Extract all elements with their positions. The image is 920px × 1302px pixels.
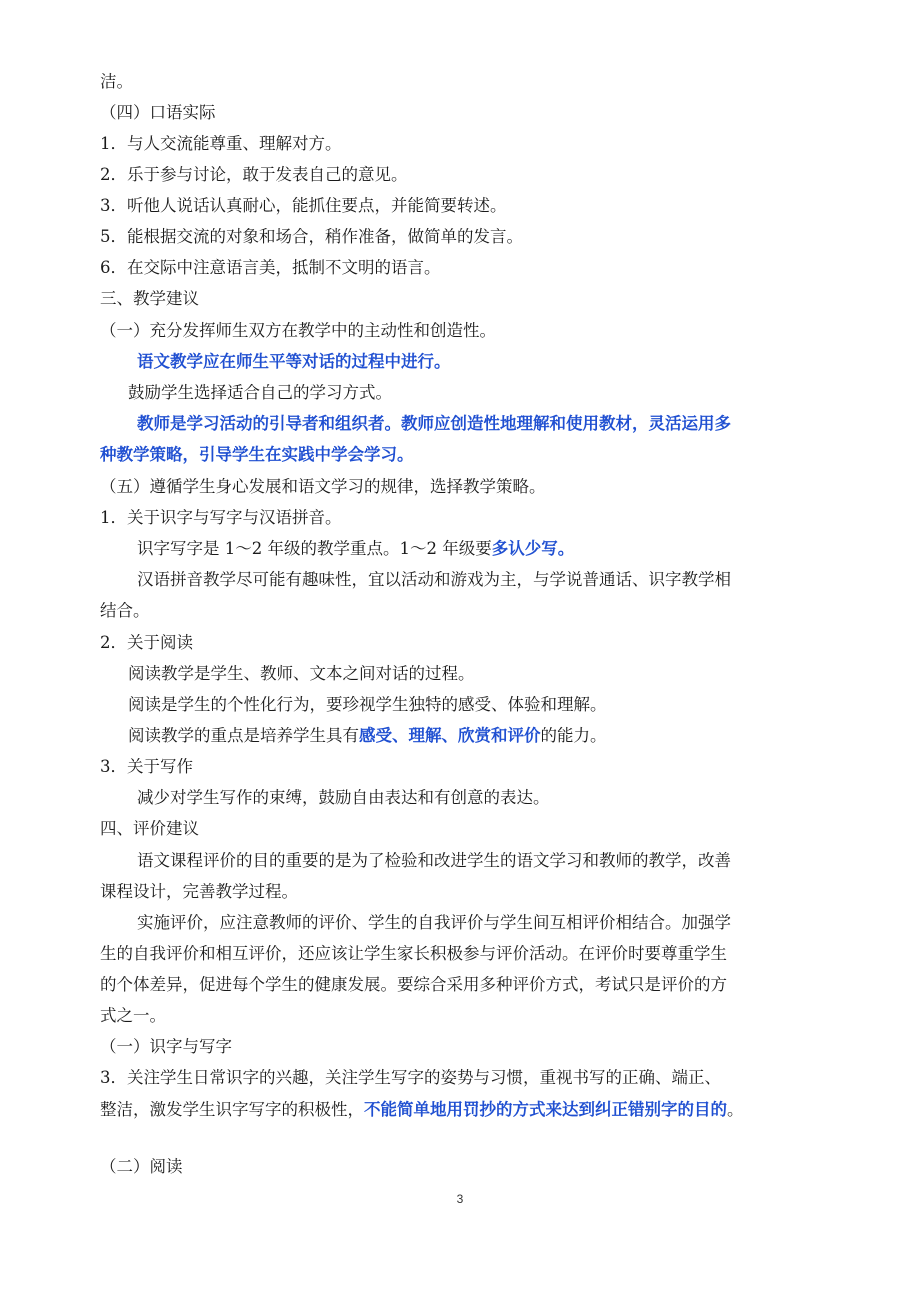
list-item: 2．关于阅读 xyxy=(100,633,193,652)
text-line: 汉语拼音教学尽可能有趣味性，宜以活动和游戏为主，与学说普通话、识字教学相 xyxy=(137,570,731,589)
text-line: 减少对学生写作的束缚，鼓励自由表达和有创意的表达。 xyxy=(137,788,550,807)
text-line: 洁。 xyxy=(100,72,133,91)
chapter-heading: 三、教学建议 xyxy=(100,289,199,308)
list-item: 1．与人交流能尊重、理解对方。 xyxy=(100,134,342,153)
list-item: 3．关注学生日常识字的兴趣，关注学生写字的姿势与习惯，重视书写的正确、端正、 xyxy=(100,1068,721,1087)
list-item: 6．在交际中注意语言美，抵制不文明的语言。 xyxy=(100,258,441,277)
text-line: 实施评价，应注意教师的评价、学生的自我评价与学生间互相评价相结合。加强学 xyxy=(137,913,731,932)
text-line: 阅读教学是学生、教师、文本之间对话的过程。 xyxy=(128,664,475,683)
text-line: 鼓励学生选择适合自己的学习方式。 xyxy=(128,383,392,402)
text-line: 的个体差异，促进每个学生的健康发展。要综合采用多种评价方式，考试只是评价的方 xyxy=(100,975,727,994)
text-line: 式之一。 xyxy=(100,1006,166,1025)
highlight-span: 不能简单地用罚抄的方式来达到纠正错别字的目的 xyxy=(364,1100,727,1119)
highlight-span: 多认少写。 xyxy=(491,539,575,558)
text-line: 结合。 xyxy=(100,601,150,620)
text-line: 课程设计，完善教学过程。 xyxy=(100,882,298,901)
page-number: 3 xyxy=(456,1192,464,1206)
highlight-span: 感受、理解、欣赏和评价 xyxy=(359,726,541,745)
text-line xyxy=(100,1099,820,1121)
list-item: 1．关于识字与写字与汉语拼音。 xyxy=(100,508,342,527)
section-heading: （五）遵循学生身心发展和语文学习的规律，选择教学策略。 xyxy=(100,477,546,496)
text-span: 。 xyxy=(727,1100,744,1119)
highlight-line: 教师是学习活动的引导者和组织者。教师应创造性地理解和使用教材，灵活运用多 xyxy=(137,414,731,433)
text-span: 阅读教学的重点是培养学生具有 xyxy=(128,726,359,745)
list-item: 3．听他人说话认真耐心，能抓住要点，并能简要转述。 xyxy=(100,196,507,215)
highlight-line: 语文教学应在师生平等对话的过程中进行。 xyxy=(137,352,451,371)
text-line: 语文课程评价的目的重要的是为了检验和改进学生的语文学习和教师的教学，改善 xyxy=(137,851,731,870)
section-heading: （一）充分发挥师生双方在教学中的主动性和创造性。 xyxy=(100,321,496,340)
text-line xyxy=(128,725,848,747)
list-item: 3．关于写作 xyxy=(100,757,193,776)
text-line xyxy=(137,538,857,560)
section-heading: （一）识字与写字 xyxy=(100,1037,232,1056)
text-span: 的能力。 xyxy=(540,726,607,745)
section-heading: （二）阅读 xyxy=(100,1157,183,1176)
highlight-line: 种教学策略，引导学生在实践中学会学习。 xyxy=(100,445,414,464)
section-heading: （四）口语实际 xyxy=(100,103,216,122)
text-span: 整洁，激发学生识字写字的积极性， xyxy=(100,1100,364,1119)
text-span: 识字写字是 1～2 年级的教学重点。1～2 年级要 xyxy=(137,539,492,558)
text-line: 阅读是学生的个性化行为，要珍视学生独特的感受、体验和理解。 xyxy=(128,695,607,714)
chapter-heading: 四、评价建议 xyxy=(100,819,199,838)
list-item: 5．能根据交流的对象和场合，稍作准备，做简单的发言。 xyxy=(100,227,523,246)
list-item: 2．乐于参与讨论，敢于发表自己的意见。 xyxy=(100,165,408,184)
text-line: 生的自我评价和相互评价，还应该让学生家长积极参与评价活动。在评价时要尊重学生 xyxy=(100,944,727,963)
